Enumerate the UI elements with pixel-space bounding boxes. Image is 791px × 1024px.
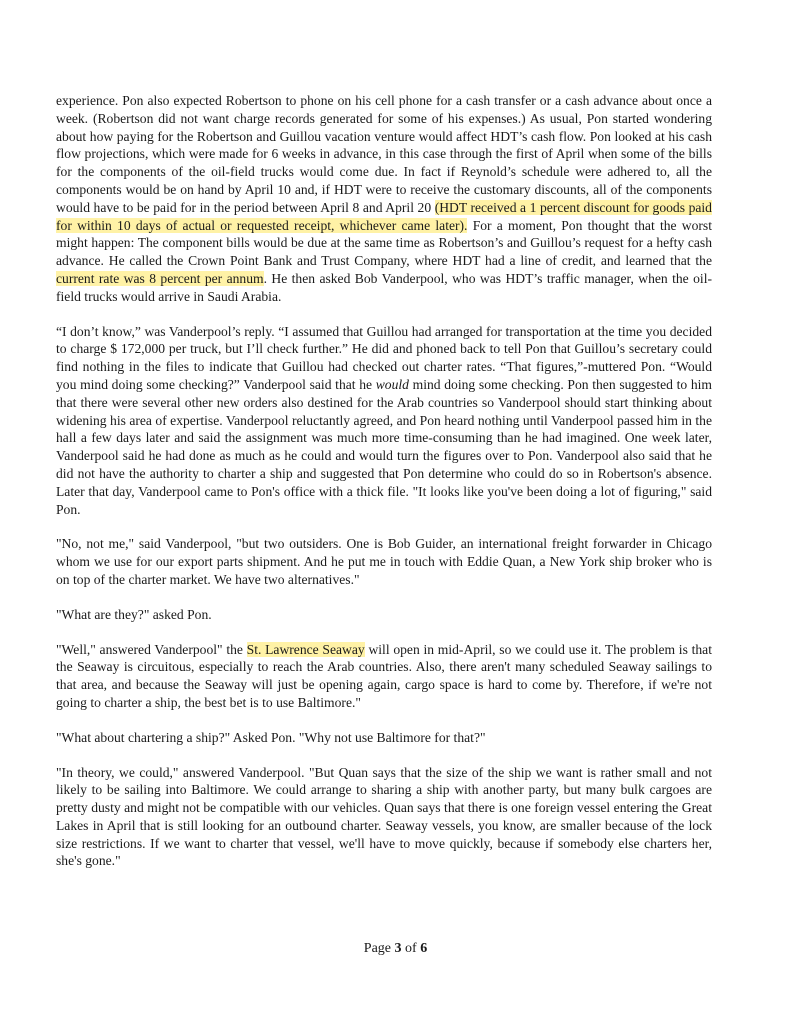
highlighted-text: St. Lawrence Seaway	[246, 641, 365, 657]
paragraph	[56, 641, 712, 712]
text-segment: "No, not me," said Vanderpool, "but two outsiders. One is Bob Guider, an international freight forwarder in Chicago whom we use for our export parts shipment. And he put me in touch with Eddie Quan, a New York ship broker who is on top of the charter market. We have two alternatives."	[56, 536, 712, 587]
page-label: Page	[363, 941, 395, 956]
italic-text: would	[375, 376, 409, 392]
highlighted-text: current rate was 8 percent per annum	[56, 270, 264, 286]
page-of-label: of	[401, 941, 421, 956]
document-page	[56, 92, 712, 887]
document-body	[56, 92, 712, 870]
text-segment: . He then asked Bob Vanderpool, who was HDT’s traffic manager, when the oil-field trucks would arrive in Saudi Arabia.	[56, 270, 712, 304]
paragraph	[56, 729, 712, 747]
text-segment: will open in mid-April, so we could use it. The problem is that the Seaway is circuitous, especially to reach the Arab countries. Also, there aren't many scheduled Seaway sailings to that area, and because the Seaway will just be opening again, cargo space is hard to come by. Therefore, if we're not going to charter a ship, the best bet is to use Baltimore."	[56, 641, 712, 710]
text-segment: "What are they?" asked Pon.	[56, 606, 212, 622]
text-segment: "In theory, we could," answered Vanderpool. "But Quan says that the size of the ship we want is rather small and not likely to be sailing into Baltimore. We could arrange to sharing a ship with another party, but many bulk cargoes are pretty dusty and might not be compatible with our vehicles. Quan says that there is one foreign vessel entering the Great Lakes in April that is still looking for an outbound charter. Seaway vessels, you know, are smaller because of the lock size restrictions. If we want to charter that vessel, we'll have to move quickly, because if somebody else charters her, she's gone."	[56, 764, 712, 869]
highlighted-text: (HDT received a 1 percent discount for goods paid for within 10 days of actual or requested receipt, whichever came later).	[56, 199, 712, 233]
paragraph	[56, 535, 712, 588]
text-segment: experience. Pon also expected Robertson to phone on his cell phone for a cash transfer or a cash advance about once a week. (Robertson did not want charge records generated for some of his expenses.) As usual, Pon started wondering about how paying for the Robertson and Guillou vacation venture would affect HDT’s cash flow. Pon looked at his cash flow projections, which were made for 6 weeks in advance, in this case through the first of April when some of the bills for the components of the oil-field trucks would come due. In fact if Reynold’s schedule were adhered to, all the components would be on hand by April 10 and, if HDT were to receive the customary discounts, all of the components would have to be paid for in the period between April 8 and April 20	[56, 93, 712, 215]
page-total: 6	[420, 941, 428, 956]
text-segment: mind doing some checking. Pon then suggested to him that there were several other new orders also destined for the Arab countries so Vanderpool should start thinking about widening his area of expertise. Vanderpool reluctantly agreed, and Pon heard nothing until Vanderpool passed him in the hall a few days later and said the assignment was much more time-consuming than he had imagined. One week later, Vanderpool said he had done as much as he could and would turn the figures over to Pon. Vanderpool also said that he did not have the authority to charter a ship and suggested that Pon determine who could do so in Robertson's absence. Later that day, Vanderpool came to Pon's office with a thick file. "It looks like you've been doing a lot of figuring," said Pon.	[56, 376, 712, 517]
paragraph	[56, 764, 712, 871]
page-number: 3	[394, 941, 402, 956]
text-segment: For a moment, Pon thought that the worst might happen: The component bills would be due at the same time as Robertson’s and Guillou’s request for a hefty cash advance. He called the Crown Point Bank and Trust Company, where HDT had a line of credit, and learned that the	[56, 217, 712, 269]
text-segment: "What about chartering a ship?" Asked Pon. "Why not use Baltimore for that?"	[56, 729, 486, 745]
page-footer	[0, 941, 791, 957]
paragraph	[56, 606, 712, 624]
paragraph	[56, 92, 712, 306]
text-segment: "Well," answered Vanderpool" the	[56, 641, 247, 657]
text-segment: “I don’t know,” was Vanderpool’s reply. “I assumed that Guillou had arranged for transportation at the time you decided to charge $ 172,000 per truck, but I’ll check further.” He did and phoned back to tell Pon that Guillou’s secretary could find nothing in the files to indicate that Guillou had checked out charter rates. “That figures,”-muttered Pon. “Would you mind doing some checking?” Vanderpool said that he	[56, 323, 712, 392]
paragraph	[56, 323, 712, 519]
